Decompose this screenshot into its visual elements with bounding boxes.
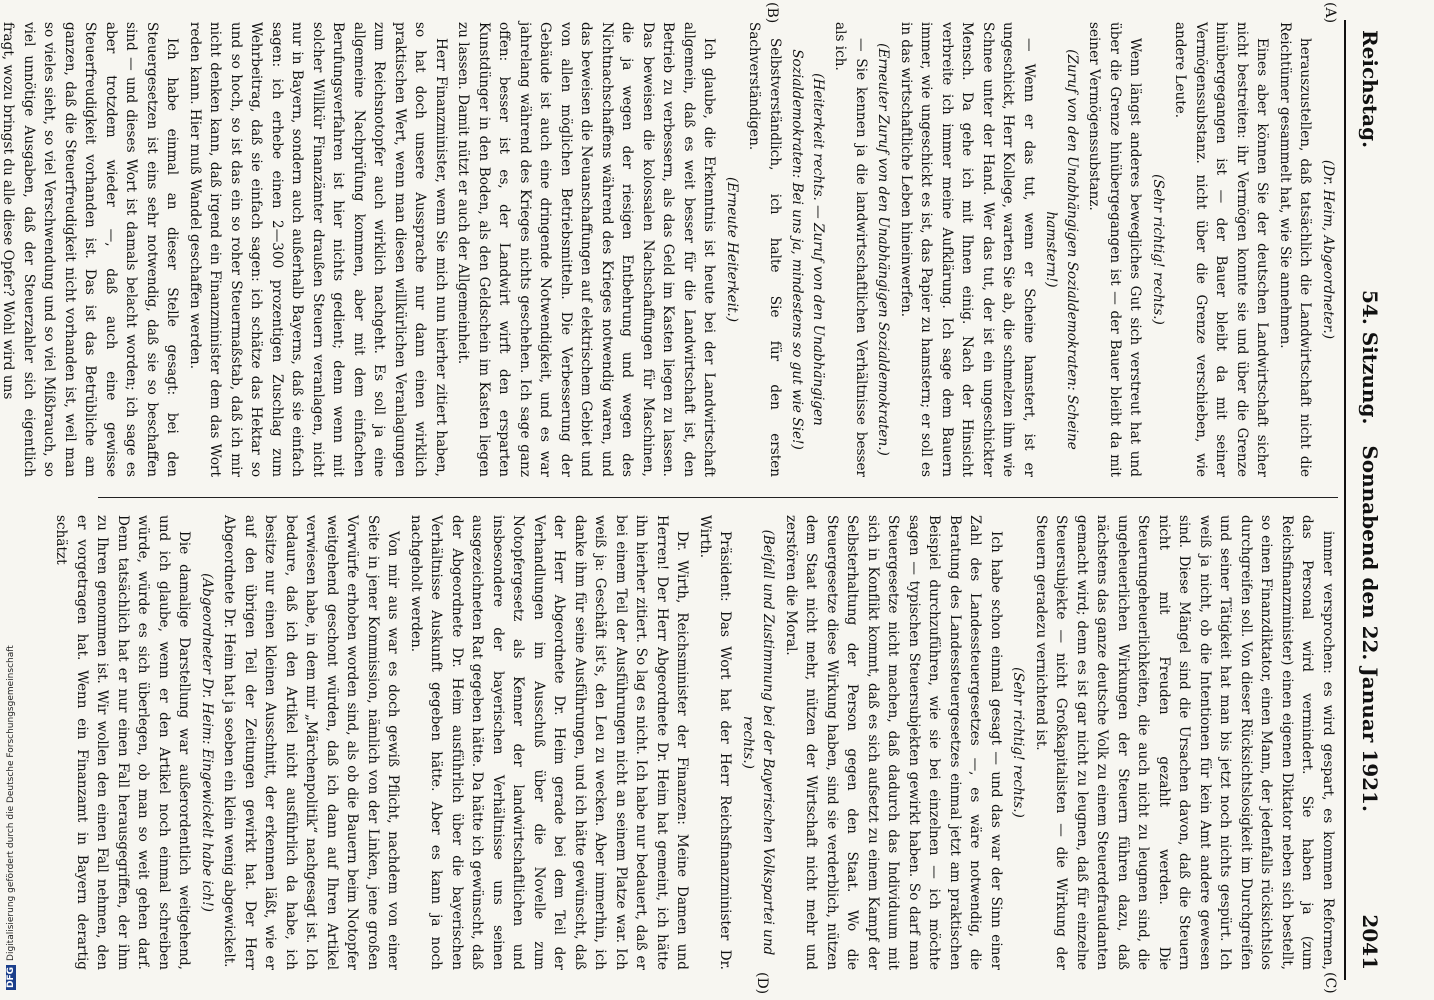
header-session: 54. Sitzung. (1358, 290, 1382, 425)
paragraph: Präsident: Das Wort hat der Herr Reichsfinanzminister Dr. Wirth. (697, 515, 734, 970)
speaker-tag: (Dr. Heim, Abgeordneter.) (1320, 159, 1336, 340)
header-reichstag: Reichstag. (1358, 30, 1382, 149)
column-right (53, 515, 1338, 970)
credit-text: Digitalisierung gefördert durch die Deutsche Forschungsgemeinschaft (6, 645, 16, 961)
running-header (1350, 30, 1390, 970)
paragraph: Herr Finanzminister, wenn Sie mich nun hierher zitiert haben, so hat doch unsere Aussprache nur dann einen wirklich praktischen Wert, wenn man diesen willkürlichen Veranlagungen zum Reichsnotopfer auch wirklich nachgeht. Es soll ja eine allgemeine Nachprüfung kommen, aber mit dem einfachen Berufungsverfahren ist hier nichts gedient; denn wenn mit solcher Willkür Finanzämter draußen Steuern veranlagen, nicht nur in Bayern, sondern auch außerhalb Bayerns, daß sie einfach sagen: ich erhebe einen 2—300 prozentigen Zuschlag zum Wehrbeitrag, daß sie einfach sagen: ich schätze das Hektar so und so hoch, so ist das ein so roher Steuermaßstab, daß ich mir nicht denken kann, daß irgend ein Finanzminister dem das Wort reden kann. Hier muß Wandel geschaffen werden. (187, 22, 449, 477)
header-date: Sonnabend den 22. Januar 1921. (1358, 445, 1382, 812)
paragraph: Von mir aus war es doch gewiß Pflicht, nachdem von einer Seite in jener Kommission, nämlich von der Linken, jene großen Vorwürfe erhoben worden sind, als ob die Bauern beim Notopfer weitgehend geschont würden, daß ich dann auf Ihren Artikel verwiesen habe, in dem mir „Märchenpolitik“ nachgesagt ist. Ich bedaure, daß ich den Artikel nicht ausführlich da habe, ich besitze nur einen kleinen Ausschnitt, der erkennen läßt, wie er auf den übrigen Teil der Zeitungen gewirkt hat. Der Herr Abgeordnete Dr. Heim hat ja soeben ein klein wenig abgewickelt. (221, 515, 402, 970)
header-rule (1344, 20, 1346, 980)
header-sitzung (1358, 290, 1382, 812)
interjection: (Erneuter Zuruf von den Unabhängigen Sozialdemokraten.) (875, 43, 892, 456)
paragraph: Ich habe einmal an dieser Stelle gesagt: bei den Steuergesetzen ist eins sehr notwendig, daß sie so beschaffen sind — und dieses Wort ist damals belacht worden; ich sage es aber trotzdem wieder —, daß auch eine gewisse Steuerfreudigkeit vorhanden ist. Das ist das Betrübliche am ganzen, daß die Steuerfreudigkeit nicht vorhanden ist, weil man so vieles sieht, so viel Verschwendung und so viel Mißbrauch, so viel unnötige Ausgaben, daß der Steuerzahler sich eigentlich fragt, wozu bringst du alle diese Opfer? Wohl wird uns (0, 22, 181, 477)
paragraph: — Wenn er das tut, wenn er Scheine hamstert, ist er ungeschickt, Herr Kollege, warten Sie ab, die schmelzen ihm wie Schnee unter der Hand. Wer das tut, der ist ein ungeschickter Mensch. Da gehe ich mit Ihnen einig. Nach der Hinsicht verbreite ich immer meine Aufklärung. Ich sage dem Bauern immer, wie ungeschickt es ist, das Papier zu hamstern; er soll es in das wirtschaftliche Leben hineinwerfen. (898, 22, 1037, 477)
interjection: (Sehr richtig! rechts.) (1150, 174, 1166, 325)
paragraph: Wenn längst anderes bewegliches Gut sich verstreut hat und über die Grenze hinübergegangen ist — der Bauer bleibt da mit seiner Vermögenssubstanz. (1086, 22, 1144, 477)
paragraph: Ich habe schon einmal gesagt — und das war der Sinn einer Zahl des Landessteuergesetzes —, es wäre notwendig, die Beratung des Landessteuergesetzes einmal jetzt am praktischen Beispiel durchzuführen, wie sie bei einzelnen — ich möchte sagen — typischen Steuersubjekten gewirkt haben. So darf man Steuergesetze nicht machen, daß dadurch das Individuum mit sich in Konflikt kommt, daß es sich aufsetzt zu einem Kampf der Selbsterhaltung der Person gegen den Staat. Wo die Steuergesetze diese Wirkung haben, sind sie verderblich, nützen dem Staat nicht mehr, nützen der Wirtschaft nicht mehr und zerstören die Moral. (783, 515, 1004, 970)
paragraph: Dr. Wirth, Reichsminister der Finanzen: Meine Damen und Herren! Der Herr Abgeordnete Dr. Heim hat gemeint, ich hätte ihn hierher zitiert. So lag es nicht. Ich habe nur bedauert, daß er bei einem Teil der Ausführungen nicht an seinem Platze war. Ich weiß ja: Geschäft ist's, den Leu zu wecken. Aber immerhin, ich danke ihm für seine Ausführungen, und ich hätte gewünscht, daß der Herr Abgeordnete Dr. Heim gerade bei dem Teil der Verhandlungen im Ausschuß über die Novelle zum Notopfergesetz als Kenner der landwirtschaftlichen und insbesondere der bayerischen Verhältnisse uns seinen ausgezeichneten Rat gegeben hätte. Da hätte ich gewünscht, daß der Abgeordnete Dr. Heim ausführlich über die bayerischen Verhältnisse Auskunft gegeben hätte. Aber es kann ja noch nachgeholt werden. (408, 515, 691, 970)
column-divider (98, 497, 1338, 498)
marker-d: (D) (754, 972, 770, 995)
interjection: (Zuruf von den Unabhängigen Sozialdemokraten: Scheine hamstern!) (1043, 49, 1080, 450)
marker-c: (C) (1322, 972, 1338, 994)
paragraph: Die damalige Darstellung war außerordentlich weitgehend, und ich glaube, wenn er den Artikel noch einmal schreiben würde, würde es sich überlegen, ob man so weit gehen darf. Denn tatsächlich hat er nur einen Fall herausgegriffen, der ihm zu Ihren genommen ist. Wir wollen den einen Fall nehmen, den er vorgetragen hat. Wenn ein Finanzamt in Bayern derartig schätzt (53, 515, 193, 970)
paragraph: immer versprochen: es wird gespart, es kommen Reformen, das Personal wird vermindert. Sie haben ja (zum Reichsfinanzminister) einen eigenen Diktator neben sich bestellt, so einen Finanzdiktator, einen Mann, der jedenfalls rücksichtslos durchgreifen soll. Von dieser Rücksichtslosigkeit im Durchgreifen und seiner Tätigkeit hat man bis jetzt noch nichts gespürt. Ich weiß ja nicht, ob die Intentionen für kein Amt andere gewesen sind. Diese Mängel sind die Ursachen davon, daß die Steuern nicht mit Freuden gezahlt werden. Die Steuerungeheuerlichkeiten, die auch nicht zu leugnen sind, die ungeheuerlichen Wirkungen der Steuern führen dazu, daß nächstens das ganze deutsche Volk zu einem Steuerdefraudanten gemacht wird; denn es ist gar nicht zu leugnen, daß für einzelne Steuersubjekte — nicht Großkapitalisten — die Wirkung der Steuern geradezu vernichtend ist. (1033, 515, 1336, 970)
paragraph: Ich glaube, die Erkenntnis ist heute bei der Landwirtschaft allgemein, daß es weit besser für die Landwirtschaft ist, den Betrieb zu verbessern, als das Geld im Kasten liegen zu lassen. Das beweisen die kolossalen Nachschaffungen für Maschinen, die ja wegen der riesigen Entbehrung und wegen des Nichtnachschaffens während des Krieges notwendig waren, und das beweisen die Neuanschaffungen auf elektrischem Gebiet und von allen möglichen Betriebsmitteln. Die Verbesserung der Gebäude ist auch eine dringende Notwendigkeit, und es war jahrelang während des Krieges nichts geschehen. Ich sage ganz offen: besser ist es, der Landwirt wirft den ersparten Kunstdünger in den Boden, als den Geldschein im Kasten liegen zu lassen. Damit nützt er auch der Allgemeinheit. (455, 22, 718, 477)
paragraph: Selbstverständlich, ich halte Sie für den ersten Sachverständigen. (746, 22, 783, 477)
header-page-number: 2041 (1358, 914, 1382, 970)
interjection: (Beifall und Zustimmung bei der Bayerischen Volkspartei und rechts.) (740, 529, 777, 956)
paragraph: herauszustellen, daß tatsächlich die Landwirtschaft nicht die Reichtümer gesammelt hat, wie Sie annehmen. (1277, 22, 1314, 477)
interjection: (Heiterkeit rechts. — Zuruf von den Unabhängigen Sozialdemokraten: Bei uns ja, mindestens so gut wie Sie!) (789, 49, 826, 450)
column-left (0, 22, 1338, 477)
interjection: (Erneute Heiterkeit.) (724, 176, 740, 323)
interjection: (Sehr richtig! rechts.) (1010, 667, 1027, 818)
interjection: (Abgeordneter Dr. Heim: Eingewickelt habe ich!) (199, 573, 215, 912)
paragraph: Eines aber können Sie der deutschen Landwirtschaft sicher nicht bestreiten: ihr Vermögen konnte sie und über die Grenze hinübergegangen ist — der Bauer bleibt da mit seiner Vermögenssubstanz. nicht über die Grenze verschieben, wie andere Leute. (1172, 22, 1271, 477)
paragraph: — Sie kennen ja die landwirtschaftlichen Verhältnisse besser als ich. (832, 22, 869, 477)
marker-b: (B) (764, 2, 780, 24)
dfg-logo: DFG (6, 966, 16, 988)
marker-a: (A) (1322, 2, 1338, 24)
